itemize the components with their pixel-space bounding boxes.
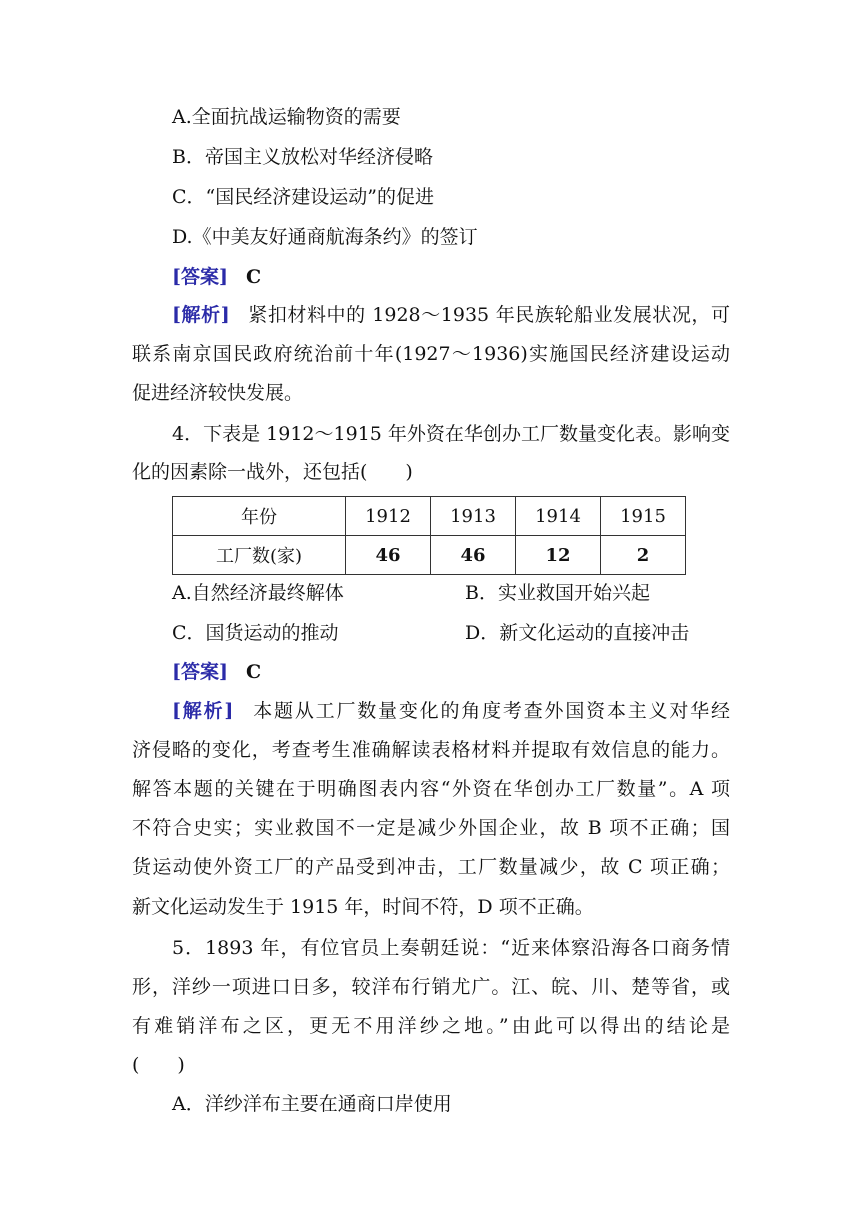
q4-analysis-line-1 <box>172 698 730 724</box>
q4-analysis-tag: [解析] <box>172 700 234 722</box>
q3-analysis-tag: [解析] <box>172 304 230 326</box>
table-count-1914: 12 <box>516 536 601 575</box>
table-count-1913: 46 <box>431 536 516 575</box>
table-count-1912: 46 <box>346 536 431 575</box>
q3-answer <box>172 264 261 290</box>
table-row-label: 工厂数(家) <box>173 536 346 575</box>
q4-analysis-line-2: 济侵略的变化，考查考生准确解读表格材料并提取有效信息的能力。 <box>132 739 730 761</box>
q4-analysis-line-6: 新文化运动发生于 1915 年，时间不符，D 项不正确。 <box>132 896 594 918</box>
q4-stem-line-1: 4．下表是 1912～1915 年外资在华创办工厂数量变化表。影响变 <box>172 423 730 445</box>
q3-analysis-line-1 <box>172 302 730 328</box>
q4-answer-tag: [答案] <box>172 661 228 683</box>
q4-answer-value: C <box>245 661 262 683</box>
q4-answer <box>172 659 261 685</box>
table-year-1915: 1915 <box>601 497 686 536</box>
q4-option-d: D．新文化运动的直接冲击 <box>465 622 690 644</box>
q5-stem-line-1: 5．1893 年，有位官员上奏朝廷说：“近来体察沿海各口商务情 <box>172 937 730 959</box>
table-header-row <box>173 497 686 536</box>
q5-stem-line-4: ( ) <box>132 1054 185 1076</box>
q3-analysis-text-1: 紧扣材料中的 1928～1935 年民族轮船业发展状况，可 <box>247 304 730 326</box>
q3-analysis-line-2: 联系南京国民政府统治前十年(1927～1936)实施国民经济建设运动 <box>132 343 730 365</box>
table-data-row <box>173 536 686 575</box>
q4-option-b: B．实业救国开始兴起 <box>465 582 650 604</box>
q4-option-a: A.自然经济最终解体 <box>172 582 344 604</box>
q3-answer-value: C <box>245 266 262 288</box>
q3-option-a: A.全面抗战运输物资的需要 <box>172 106 401 128</box>
table-header-label: 年份 <box>173 497 346 536</box>
table-year-1914: 1914 <box>516 497 601 536</box>
q3-option-b: B．帝国主义放松对华经济侵略 <box>172 146 433 168</box>
q5-stem-line-2: 形，洋纱一项进口日多，较洋布行销尤广。江、皖、川、楚等省，或 <box>132 976 730 998</box>
q3-analysis-line-3: 促进经济较快发展。 <box>132 382 304 404</box>
q3-option-d: D.《中美友好通商航海条约》的签订 <box>172 226 478 248</box>
q5-option-a: A．洋纱洋布主要在通商口岸使用 <box>172 1093 452 1115</box>
q4-factory-table <box>172 496 686 575</box>
q4-option-c: C．国货运动的推动 <box>172 622 339 644</box>
table-count-1915: 2 <box>601 536 686 575</box>
q4-stem-line-2: 化的因素除一战外，还包括( ) <box>132 461 413 483</box>
q4-analysis-line-4: 不符合史实；实业救国不一定是减少外国企业，故 B 项不正确；国 <box>132 817 730 839</box>
q3-answer-tag: [答案] <box>172 266 228 288</box>
q3-option-c: C．“国民经济建设运动”的促进 <box>172 186 434 208</box>
table-year-1913: 1913 <box>431 497 516 536</box>
q5-stem-line-3: 有难销洋布之区，更无不用洋纱之地。”由此可以得出的结论是 <box>132 1015 730 1037</box>
q4-analysis-text-1: 本题从工厂数量变化的角度考查外国资本主义对华经 <box>251 700 730 722</box>
q4-analysis-line-3: 解答本题的关键在于明确图表内容“外资在华创办工厂数量”。A 项 <box>132 778 730 800</box>
q4-analysis-line-5: 货运动使外资工厂的产品受到冲击，工厂数量减少，故 C 项正确； <box>132 856 730 878</box>
table-year-1912: 1912 <box>346 497 431 536</box>
